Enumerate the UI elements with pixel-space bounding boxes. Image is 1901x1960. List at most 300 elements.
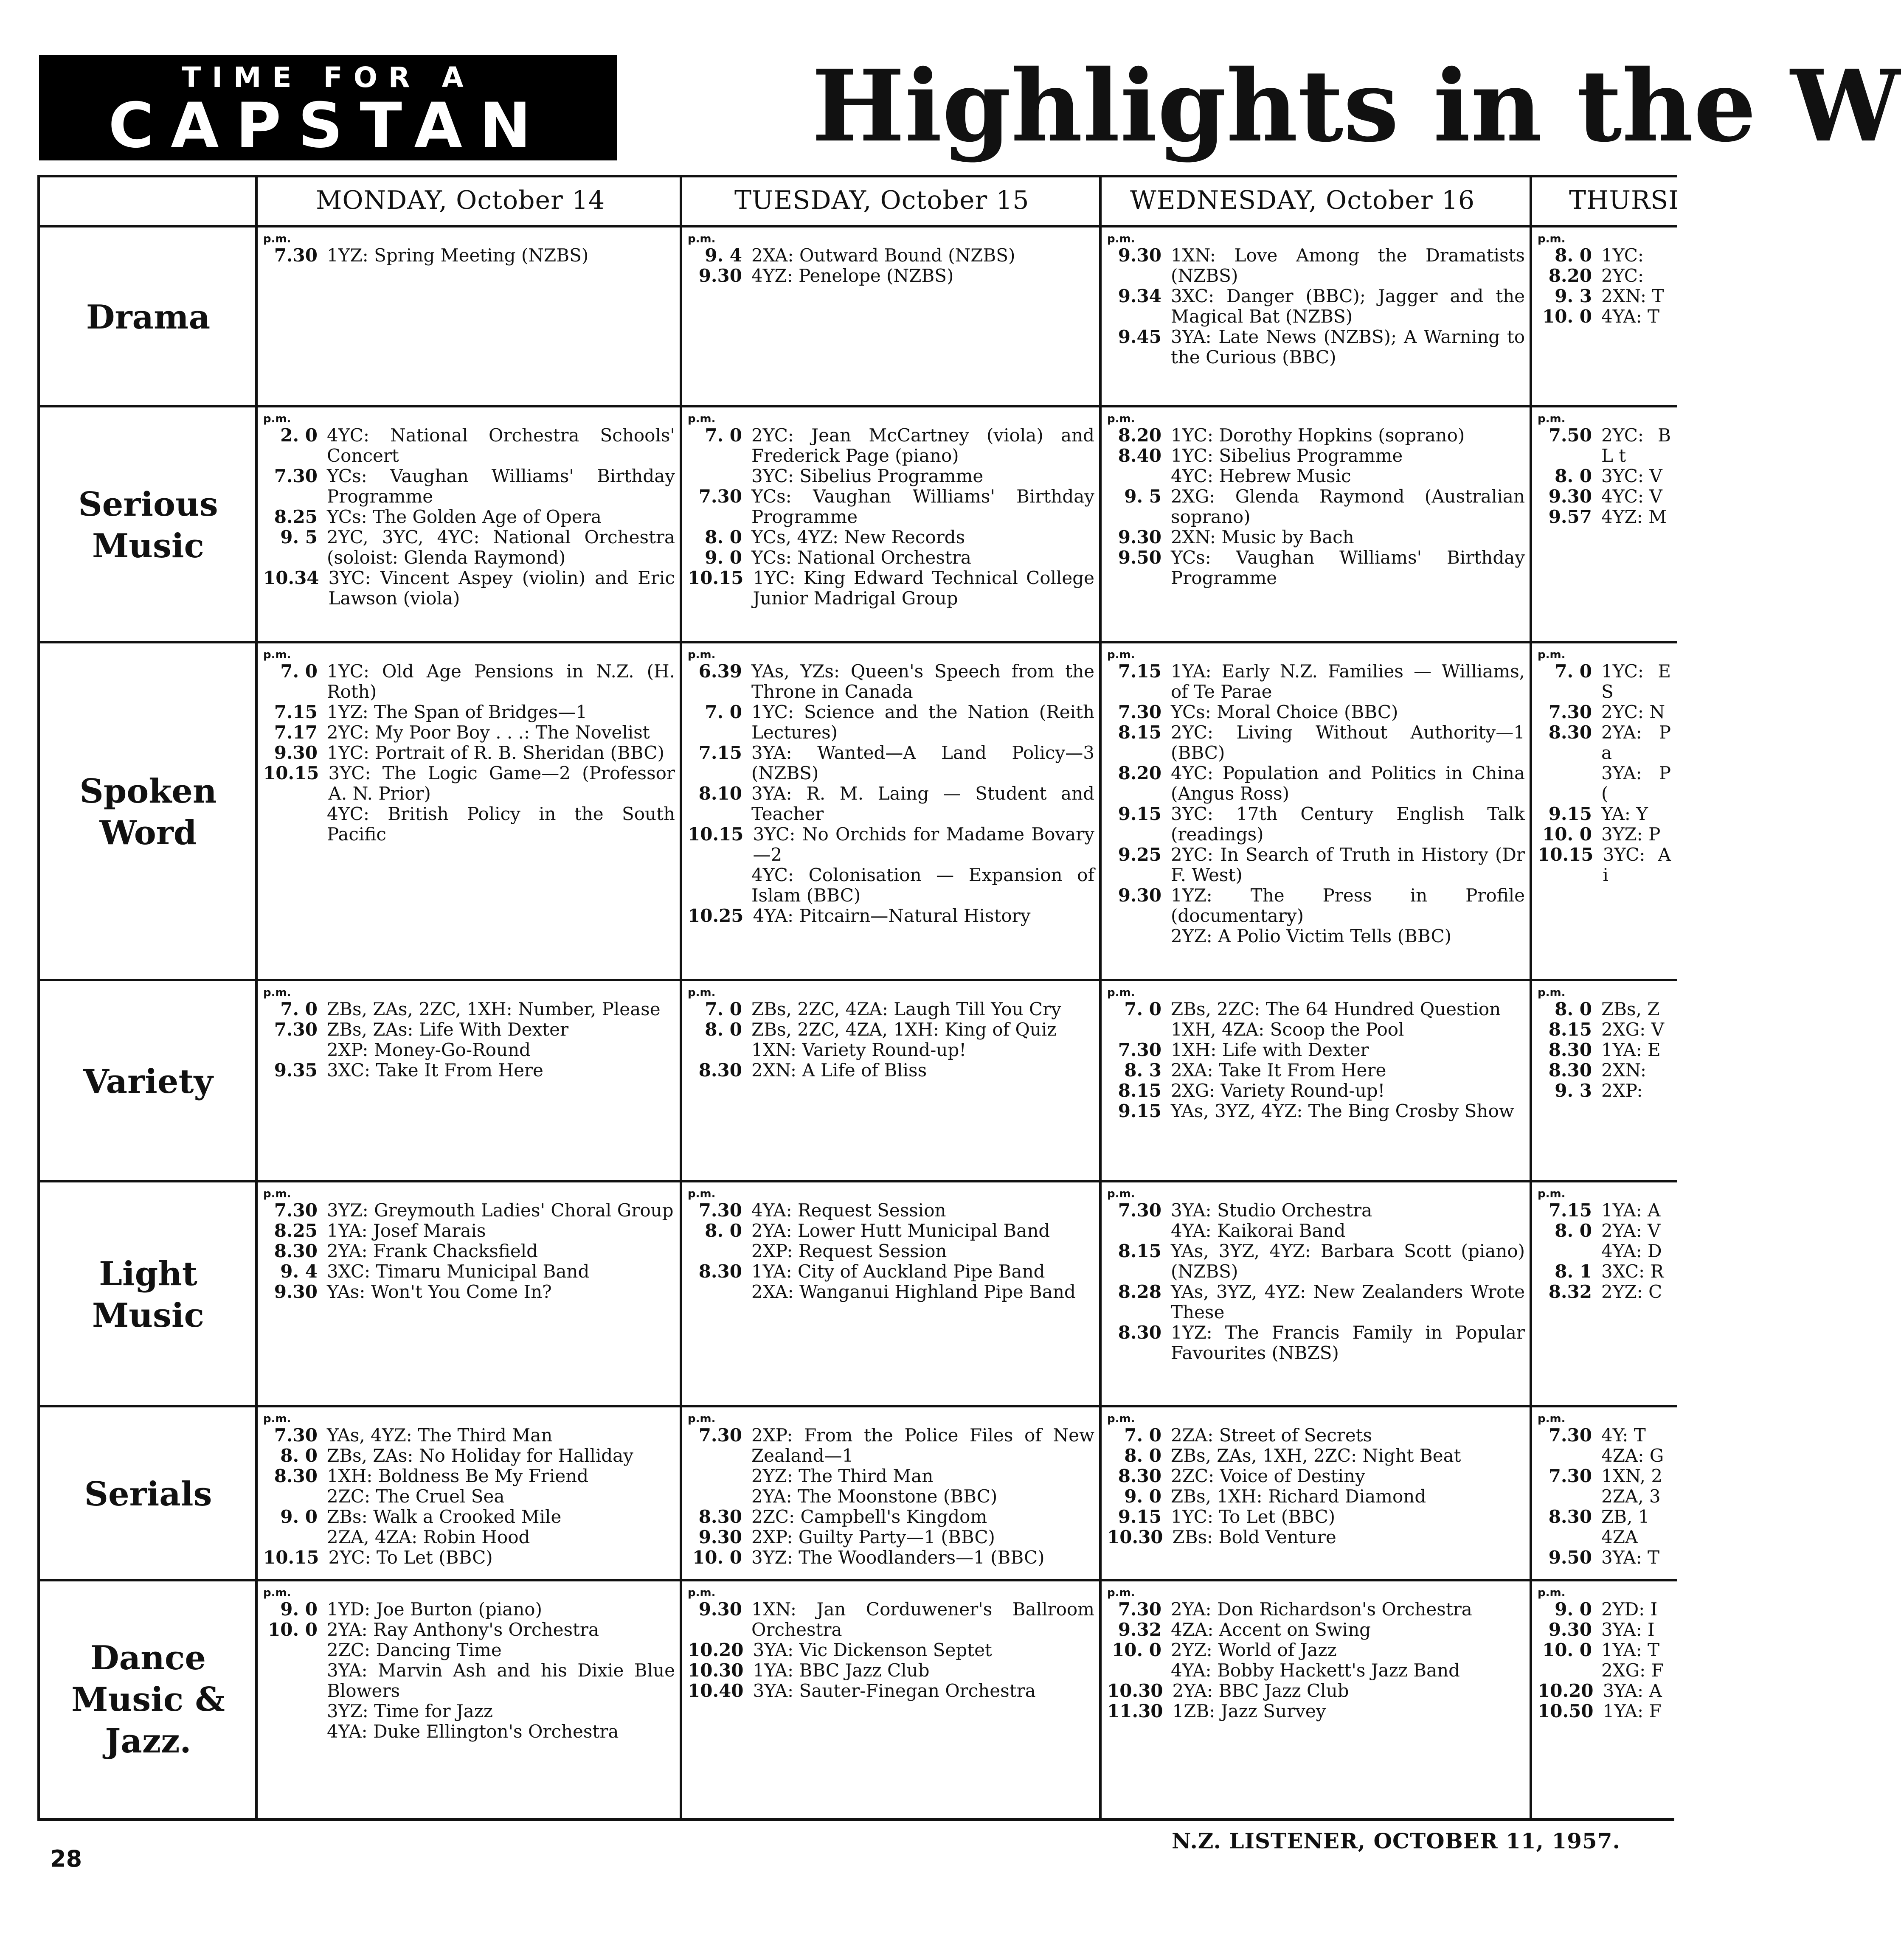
program-entry: [263, 702, 675, 722]
schedule-cell-serials-mon: [263, 1412, 675, 1578]
program-time: 8.30: [698, 1060, 742, 1081]
program-entry: [1538, 507, 1671, 527]
program-description: ZBs, ZAs: Life With Dexter: [327, 1019, 569, 1040]
page-headline: Highlights in the W: [812, 48, 1901, 164]
program-time: 9.30: [1118, 527, 1161, 548]
row-divider: [40, 979, 1677, 981]
program-description: 4YC: National Orchestra Schools' Concert: [327, 425, 675, 466]
program-time: 9. 0: [1555, 1599, 1592, 1620]
program-entry: [263, 1425, 675, 1446]
program-time: 9.30: [1118, 245, 1161, 266]
program-time: 8.20: [1118, 763, 1161, 783]
program-time: 10. 0: [1542, 824, 1592, 845]
program-time: 9.50: [1118, 547, 1161, 568]
program-entry: [1538, 486, 1671, 507]
program-description: 2YA: V: [1601, 1220, 1661, 1241]
program-time: 8.30: [1548, 1506, 1592, 1527]
program-entry: [1107, 1640, 1525, 1660]
program-description: 3YA: Studio Orchestra: [1171, 1200, 1372, 1221]
program-description: 2YC: My Poor Boy . . .: The Novelist: [327, 722, 650, 743]
program-time: 8.30: [274, 1466, 318, 1486]
program-description: 1YA: A: [1601, 1200, 1661, 1221]
program-entry: [688, 1527, 1094, 1547]
program-description: 3YZ: Time for Jazz: [327, 1701, 493, 1721]
program-time: [263, 1721, 327, 1742]
program-time: 10.25: [688, 905, 744, 926]
pm-label: p.m.: [1538, 986, 1566, 999]
program-time: 8.30: [274, 1241, 318, 1261]
program-entry: [1107, 425, 1525, 446]
program-entry: [263, 1599, 675, 1620]
publication-line: N.Z. LISTENER, OCTOBER 11, 1957.: [1172, 1828, 1620, 1853]
category-variety: Variety: [83, 1062, 213, 1101]
program-time: 7. 0: [280, 999, 318, 1019]
program-description: YCs, 4YZ: New Records: [751, 527, 965, 548]
program-description: 2XG: Variety Round-up!: [1171, 1080, 1385, 1101]
schedule-cell-variety-thu: [1538, 986, 1671, 1179]
program-description: 3YA: P (: [1601, 763, 1671, 804]
program-entry: [263, 1660, 675, 1701]
program-description: YAs, 3YZ, 4YZ: The Bing Crosby Show: [1171, 1101, 1514, 1121]
program-time: 9.15: [1548, 803, 1592, 824]
program-time: [263, 804, 327, 845]
pm-label: p.m.: [1538, 649, 1566, 661]
program-entry: [688, 1425, 1094, 1466]
program-description: 2XA: Take It From Here: [1171, 1060, 1386, 1081]
pm-label: p.m.: [1107, 986, 1135, 999]
program-time: 8.40: [1118, 445, 1161, 466]
program-description: 2YA: The Moonstone (BBC): [751, 1486, 998, 1507]
schedule-cell-variety-wed: [1107, 986, 1525, 1179]
program-time: 7. 0: [705, 425, 742, 446]
program-time: 9.30: [698, 265, 742, 286]
program-description: 4YC: Population and Politics in China (Angus Ross): [1171, 763, 1525, 804]
program-description: 2YC: B L t: [1601, 425, 1671, 466]
program-description: 4Y: T: [1601, 1425, 1646, 1446]
program-entry: [1107, 999, 1525, 1019]
program-entry: [688, 661, 1094, 702]
program-time: 7.30: [274, 1425, 318, 1446]
program-time: 10.20: [1538, 1680, 1594, 1701]
program-time: 9.57: [1548, 506, 1592, 527]
program-time: [263, 1660, 327, 1701]
program-description: 2ZA: Street of Secrets: [1171, 1425, 1372, 1446]
schedule-cell-dance-music-jazz-thu: [1538, 1587, 1671, 1815]
program-entry: [688, 245, 1094, 266]
program-entry: [1107, 327, 1525, 368]
program-time: 7.50: [1548, 425, 1592, 446]
program-description: YAs: Won't You Come In?: [327, 1281, 552, 1302]
program-time: 7.30: [698, 1200, 742, 1221]
program-time: 7. 0: [280, 661, 318, 682]
program-description: 1YC: Dorothy Hopkins (soprano): [1171, 425, 1465, 446]
program-description: 1YC: King Edward Technical College Junior Madrigal Group: [753, 567, 1094, 609]
program-description: 2YA: Frank Chacksfield: [327, 1241, 538, 1261]
program-time: 7.30: [1118, 702, 1161, 722]
program-time: 8.25: [274, 506, 318, 527]
program-description: 2XP: Request Session: [751, 1241, 947, 1261]
program-time: 10.20: [688, 1640, 744, 1660]
program-time: 8.28: [1118, 1281, 1161, 1302]
pm-label: p.m.: [1107, 1587, 1135, 1599]
program-time: [1107, 466, 1171, 486]
row-divider: [40, 641, 1677, 643]
program-time: 8.15: [1118, 1080, 1161, 1101]
program-entry: [1538, 1221, 1671, 1241]
program-description: 3YC: A i: [1603, 844, 1671, 885]
program-description: 3XC: R: [1601, 1261, 1664, 1282]
program-entry: [688, 466, 1094, 486]
program-time: 9.34: [1118, 286, 1161, 306]
program-description: 2ZC: Voice of Destiny: [1171, 1466, 1365, 1486]
program-time: 9. 0: [1124, 1486, 1161, 1507]
program-entry: [1107, 1200, 1525, 1221]
program-time: 8.32: [1548, 1281, 1592, 1302]
program-time: [1538, 1527, 1601, 1547]
program-time: 8.30: [698, 1261, 742, 1282]
program-time: 10.15: [1538, 844, 1594, 865]
program-description: 1YC: Science and the Nation (Reith Lectures): [751, 702, 1094, 743]
schedule-cell-drama-wed: [1107, 233, 1525, 404]
program-time: 7. 0: [1124, 999, 1161, 1019]
program-description: ZBs, Z: [1601, 999, 1660, 1019]
schedule-cell-light-music-mon: [263, 1188, 675, 1404]
schedule-cell-spoken-word-thu: [1538, 649, 1671, 978]
program-entry: [688, 568, 1094, 609]
program-entry: [1538, 245, 1671, 266]
program-time: [263, 1486, 327, 1507]
program-time: [263, 1701, 327, 1721]
program-entry: [263, 1466, 675, 1486]
program-entry: [263, 1261, 675, 1282]
program-time: 9. 0: [705, 547, 742, 568]
program-time: 9. 4: [280, 1261, 318, 1282]
pm-label: p.m.: [1107, 413, 1135, 425]
category-dance-music-jazz: Dance Music & Jazz.: [71, 1639, 225, 1761]
program-entry: [688, 1241, 1094, 1261]
program-entry: [1107, 1620, 1525, 1640]
program-time: 9. 4: [705, 245, 742, 266]
row-divider: [40, 1405, 1677, 1407]
schedule-cell-serious-music-tue: [688, 413, 1094, 640]
program-description: 2XA: Wanganui Highland Pipe Band: [751, 1281, 1076, 1302]
pm-label: p.m.: [688, 1587, 716, 1599]
program-time: 9.25: [1118, 844, 1161, 865]
program-description: 3XC: Danger (BBC); Jagger and the Magical Bat (NZBS): [1171, 286, 1525, 327]
program-entry: [1107, 661, 1525, 702]
program-time: 9.15: [1118, 803, 1161, 824]
schedule-cell-serials-thu: [1538, 1412, 1671, 1578]
program-time: 9.30: [1118, 885, 1161, 906]
program-time: 9.50: [1548, 1547, 1592, 1568]
program-description: 1XN: Love Among the Dramatists (NZBS): [1171, 245, 1525, 286]
program-description: ZBs, 2ZC, 4ZA, 1XH: King of Quiz: [751, 1019, 1057, 1040]
program-entry: [263, 1446, 675, 1466]
program-entry: [1538, 1200, 1671, 1221]
program-time: 7. 0: [1555, 661, 1592, 682]
program-entry: [1538, 1060, 1671, 1081]
program-time: 7.30: [274, 466, 318, 486]
program-entry: [688, 783, 1094, 824]
program-time: 10.15: [263, 763, 319, 783]
program-entry: [1538, 266, 1671, 286]
pm-label: p.m.: [688, 1188, 716, 1200]
program-entry: [1107, 1101, 1525, 1121]
program-time: 9.30: [274, 1281, 318, 1302]
program-description: 2XA: Outward Bound (NZBS): [751, 245, 1015, 266]
program-time: 10. 0: [692, 1547, 742, 1568]
column-divider: [1099, 175, 1102, 1818]
pm-label: p.m.: [688, 1412, 716, 1425]
program-time: [688, 865, 751, 906]
program-entry: [688, 1681, 1094, 1701]
day-header-wednesday: WEDNESDAY, October 16: [1130, 185, 1475, 215]
program-description: 4YA: Bobby Hackett's Jazz Band: [1171, 1660, 1460, 1681]
program-entry: [688, 1599, 1094, 1640]
program-time: 8.10: [698, 783, 742, 804]
program-entry: [688, 1019, 1094, 1040]
pm-label: p.m.: [263, 986, 291, 999]
program-description: YCs: Vaughan Williams' Birthday Programme: [751, 486, 1094, 527]
program-description: 2ZC: Dancing Time: [327, 1640, 502, 1660]
program-time: 9.30: [1548, 486, 1592, 507]
program-entry: [688, 548, 1094, 568]
row-divider: [40, 405, 1677, 407]
program-description: 2YC: Living Without Authority—1 (BBC): [1171, 722, 1525, 763]
pm-label: p.m.: [1538, 1587, 1566, 1599]
schedule-cell-spoken-word-mon: [263, 649, 675, 978]
program-entry: [1107, 486, 1525, 527]
program-description: YCs: National Orchestra: [751, 547, 971, 568]
program-time: 9.30: [1548, 1619, 1592, 1640]
program-time: 8. 0: [1555, 999, 1592, 1019]
logo-line-2: CAPSTAN: [108, 90, 548, 162]
category-serious-music: Serious Music: [78, 485, 218, 565]
program-description: 2YC: To Let (BBC): [328, 1547, 493, 1568]
program-time: 10. 0: [1542, 306, 1592, 327]
program-time: 9.15: [1118, 1101, 1161, 1121]
program-time: 8. 0: [1124, 1445, 1161, 1466]
program-entry: [688, 266, 1094, 286]
program-time: [1538, 1660, 1601, 1681]
program-time: [1107, 1660, 1171, 1681]
pm-label: p.m.: [263, 1188, 291, 1200]
program-description: 2YZ: C: [1601, 1281, 1662, 1302]
program-description: 1XH: Boldness Be My Friend: [327, 1466, 589, 1486]
program-description: 2YA: BBC Jazz Club: [1172, 1680, 1349, 1701]
program-description: 4ZA: [1601, 1527, 1638, 1547]
column-divider: [680, 175, 682, 1818]
program-time: 8.15: [1118, 1241, 1161, 1261]
program-description: 2YA: Don Richardson's Orchestra: [1171, 1599, 1472, 1620]
program-entry: [688, 1282, 1094, 1302]
program-time: [1107, 1019, 1171, 1040]
schedule-cell-light-music-wed: [1107, 1188, 1525, 1404]
program-entry: [1538, 804, 1671, 824]
program-time: 8.30: [1548, 1060, 1592, 1081]
pm-label: p.m.: [263, 233, 291, 245]
program-time: 8. 0: [280, 1445, 318, 1466]
column-divider: [1530, 175, 1532, 1818]
program-entry: [688, 1660, 1094, 1681]
schedule-cell-dance-music-jazz-wed: [1107, 1587, 1525, 1815]
program-description: 1YZ: Spring Meeting (NZBS): [327, 245, 589, 266]
program-entry: [1538, 1446, 1671, 1466]
program-description: 4ZA: G: [1601, 1445, 1664, 1466]
program-entry: [263, 1060, 675, 1081]
program-entry: [1107, 1019, 1525, 1040]
program-time: 9.45: [1118, 326, 1161, 347]
program-time: [688, 466, 751, 486]
program-entry: [688, 824, 1094, 865]
program-entry: [688, 1640, 1094, 1660]
program-entry: [1107, 702, 1525, 722]
program-time: 9.35: [274, 1060, 318, 1081]
program-entry: [1538, 1681, 1671, 1701]
program-description: 3YC: V: [1601, 466, 1662, 486]
program-description: 1YA: T: [1601, 1640, 1660, 1660]
program-description: 1XN: Variety Round-up!: [751, 1039, 967, 1060]
program-description: 4YA: Pitcairn—Natural History: [753, 905, 1031, 926]
program-time: 9. 5: [1124, 486, 1161, 507]
schedule-cell-variety-tue: [688, 986, 1094, 1179]
program-description: 2YZ: The Third Man: [751, 1466, 934, 1486]
program-description: 3YZ: P: [1601, 824, 1661, 845]
pm-label: p.m.: [1538, 1412, 1566, 1425]
program-description: 2YA: Ray Anthony's Orchestra: [327, 1619, 599, 1640]
program-description: 1XN, 2: [1601, 1466, 1663, 1486]
program-time: 11.30: [1107, 1701, 1163, 1721]
program-time: 8. 0: [705, 527, 742, 548]
program-time: 10.15: [688, 567, 744, 588]
program-entry: [688, 743, 1094, 783]
program-description: 4YA: T: [1601, 306, 1660, 327]
program-time: 10.30: [688, 1660, 744, 1681]
program-description: 3YC: Vincent Aspey (violin) and Eric Lawson (viola): [328, 567, 675, 609]
program-entry: [688, 1200, 1094, 1221]
program-description: YCs: The Golden Age of Opera: [327, 506, 602, 527]
program-time: 9.30: [698, 1599, 742, 1620]
program-time: 7.15: [1548, 1200, 1592, 1221]
program-entry: [1107, 804, 1525, 845]
pm-label: p.m.: [263, 1412, 291, 1425]
program-time: 8.15: [1118, 722, 1161, 743]
pm-label: p.m.: [688, 649, 716, 661]
program-time: [263, 1640, 327, 1660]
program-entry: [263, 1620, 675, 1640]
program-entry: [1107, 446, 1525, 466]
program-time: 7.30: [1548, 1466, 1592, 1486]
program-entry: [1107, 1507, 1525, 1527]
program-entry: [688, 1466, 1094, 1486]
program-time: 7.17: [274, 722, 318, 743]
pm-label: p.m.: [1538, 413, 1566, 425]
row-divider: [40, 1579, 1677, 1581]
program-description: 4YA: D: [1601, 1241, 1662, 1261]
program-description: 1YA: City of Auckland Pipe Band: [751, 1261, 1045, 1282]
program-entry: [263, 1019, 675, 1040]
schedule-grid: [37, 175, 1679, 1821]
category-serials: Serials: [84, 1475, 212, 1514]
program-entry: [1107, 1040, 1525, 1060]
program-description: 1YA: E: [1601, 1039, 1661, 1060]
program-entry: [688, 865, 1094, 906]
program-description: 1YZ: The Press in Profile (documentary): [1171, 885, 1525, 926]
program-entry: [1538, 1425, 1671, 1446]
program-time: 7.15: [274, 702, 318, 722]
program-time: 9. 3: [1555, 286, 1592, 306]
program-time: 10.40: [688, 1680, 744, 1701]
program-time: [1538, 763, 1601, 804]
program-entry: [1107, 763, 1525, 804]
program-entry: [263, 1507, 675, 1527]
program-description: 3YA: T: [1601, 1547, 1660, 1568]
category-drama: Drama: [86, 298, 211, 337]
schedule-cell-light-music-tue: [688, 1188, 1094, 1404]
program-entry: [1107, 885, 1525, 926]
pm-label: p.m.: [688, 413, 716, 425]
program-entry: [1538, 1019, 1671, 1040]
program-entry: [1538, 1241, 1671, 1261]
program-entry: [1538, 1660, 1671, 1681]
schedule-cell-serious-music-thu: [1538, 413, 1671, 640]
program-description: YCs: Vaughan Williams' Birthday Programme: [327, 466, 675, 507]
program-time: 7.30: [698, 1425, 742, 1446]
program-entry: [1107, 1527, 1525, 1547]
program-entry: [1107, 1681, 1525, 1701]
program-entry: [1538, 1620, 1671, 1640]
program-time: 7.30: [1548, 1425, 1592, 1446]
program-description: 4YZ: Penelope (NZBS): [751, 265, 954, 286]
program-description: 2YC: In Search of Truth in History (Dr F. West): [1171, 844, 1525, 885]
program-entry: [1107, 548, 1525, 588]
program-description: 4YC: British Policy in the South Pacific: [327, 803, 675, 845]
program-entry: [263, 1221, 675, 1241]
schedule-cell-variety-mon: [263, 986, 675, 1179]
program-entry: [1107, 1446, 1525, 1466]
program-time: [688, 1466, 751, 1486]
schedule-cell-dance-music-jazz-mon: [263, 1587, 675, 1815]
program-description: 1YD: Joe Burton (piano): [327, 1599, 542, 1620]
grid-header-rule: [40, 225, 1677, 227]
program-description: 1YA: BBC Jazz Club: [753, 1660, 930, 1681]
program-time: 10. 0: [268, 1619, 318, 1640]
program-time: 8. 0: [705, 1019, 742, 1040]
program-entry: [263, 804, 675, 845]
program-time: 7.30: [274, 1200, 318, 1221]
program-time: 8.30: [1118, 1322, 1161, 1343]
program-entry: [1107, 286, 1525, 327]
program-time: 7.15: [1118, 661, 1161, 682]
program-entry: [1107, 1221, 1525, 1241]
program-entry: [1538, 1507, 1671, 1527]
schedule-cell-drama-tue: [688, 233, 1094, 404]
program-time: 7. 0: [1124, 1425, 1161, 1446]
program-description: 4YC: Colonisation — Expansion of Islam (BBC): [751, 865, 1094, 906]
program-entry: [1538, 999, 1671, 1019]
pm-label: p.m.: [263, 649, 291, 661]
program-description: 2YZ: World of Jazz: [1171, 1640, 1337, 1660]
program-description: 4YC: Hebrew Music: [1171, 466, 1351, 486]
pm-label: p.m.: [263, 1587, 291, 1599]
program-description: 3YA: A: [1603, 1680, 1662, 1701]
schedule-cell-serials-tue: [688, 1412, 1094, 1578]
program-description: 2YA: Lower Hutt Municipal Band: [751, 1220, 1050, 1241]
program-time: [688, 1486, 751, 1507]
program-description: 3YA: R. M. Laing — Student and Teacher: [751, 783, 1094, 824]
program-description: 1YA: F: [1603, 1701, 1662, 1721]
program-description: 2XN: A Life of Bliss: [751, 1060, 927, 1081]
